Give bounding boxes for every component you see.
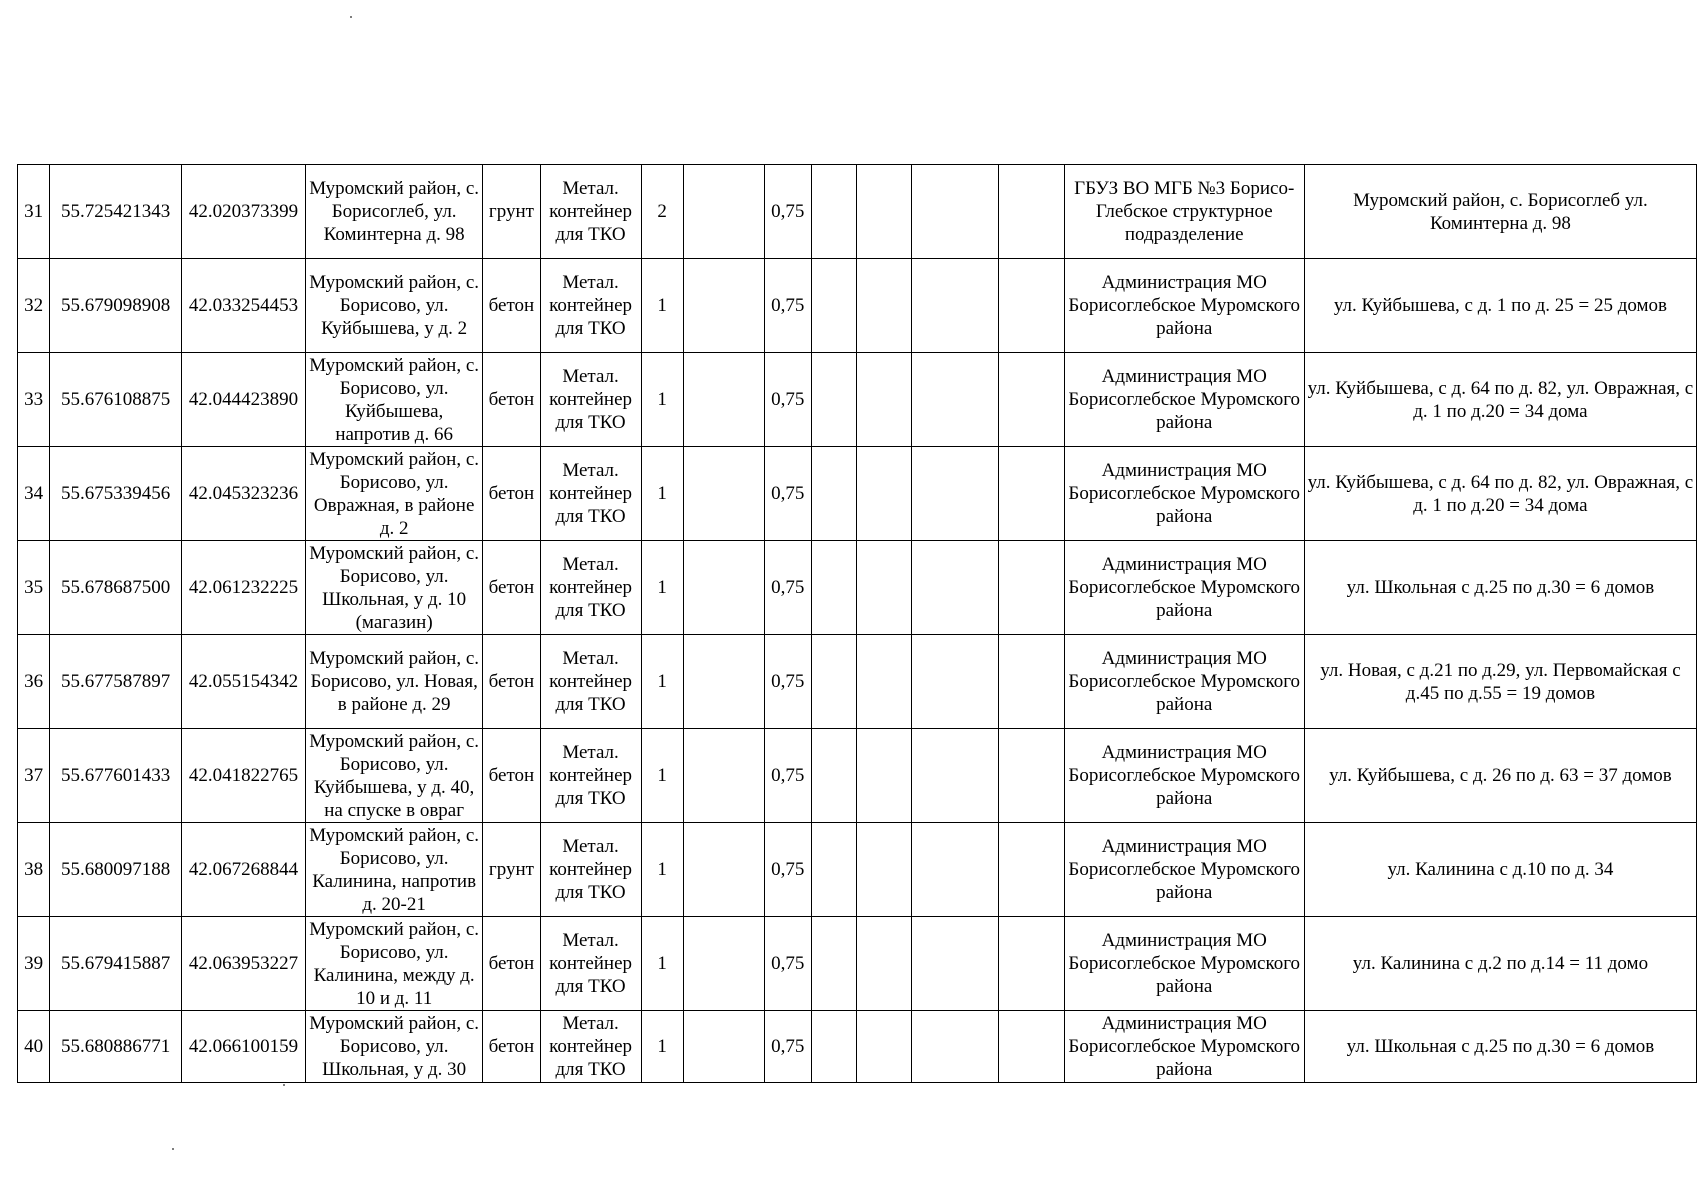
container-type-cell: Метал. контейнер для ТКО xyxy=(540,259,641,353)
empty-cell xyxy=(683,541,764,635)
table-row xyxy=(18,1011,1697,1083)
row-number-cell: 31 xyxy=(18,165,50,259)
latitude-cell: 55.680097188 xyxy=(50,823,182,917)
empty-cell xyxy=(857,541,912,635)
container-count-cell: 1 xyxy=(641,823,683,917)
owner-cell: Администрация МО Борисоглебское Муромского района xyxy=(1064,1011,1304,1083)
served-objects-cell: ул. Куйбышева, с д. 1 по д. 25 = 25 домов xyxy=(1304,259,1696,353)
empty-cell xyxy=(683,447,764,541)
table-row xyxy=(18,259,1697,353)
empty-cell xyxy=(811,729,856,823)
surface-type-cell: бетон xyxy=(483,729,540,823)
latitude-cell: 55.725421343 xyxy=(50,165,182,259)
container-count-cell: 1 xyxy=(641,541,683,635)
container-count-cell: 1 xyxy=(641,353,683,447)
empty-cell xyxy=(857,353,912,447)
container-type-cell: Метал. контейнер для ТКО xyxy=(540,917,641,1011)
owner-cell: Администрация МО Борисоглебское Муромского района xyxy=(1064,729,1304,823)
row-number-cell: 37 xyxy=(18,729,50,823)
scan-speck xyxy=(283,1084,285,1086)
empty-cell xyxy=(857,1011,912,1083)
scan-speck xyxy=(350,16,352,18)
row-number-cell: 40 xyxy=(18,1011,50,1083)
address-cell: Муромский район, с. Борисово, ул. Школьная, у д. 30 xyxy=(306,1011,483,1083)
table-row xyxy=(18,165,1697,259)
container-type-cell: Метал. контейнер для ТКО xyxy=(540,729,641,823)
container-volume-cell: 0,75 xyxy=(764,353,811,447)
served-objects-cell: ул. Калинина с д.10 по д. 34 xyxy=(1304,823,1696,917)
surface-type-cell: бетон xyxy=(483,635,540,729)
empty-cell xyxy=(911,259,998,353)
served-objects-cell: ул. Калинина с д.2 по д.14 = 11 домо xyxy=(1304,917,1696,1011)
empty-cell xyxy=(911,823,998,917)
owner-cell: ГБУЗ ВО МГБ №3 Борисо-Глебское структурное подразделение xyxy=(1064,165,1304,259)
table-row xyxy=(18,541,1697,635)
empty-cell xyxy=(998,447,1064,541)
empty-cell xyxy=(683,917,764,1011)
address-cell: Муромский район, с. Борисово, ул. Калинина, напротив д. 20-21 xyxy=(306,823,483,917)
container-count-cell: 2 xyxy=(641,165,683,259)
empty-cell xyxy=(911,165,998,259)
served-objects-cell: ул. Куйбышева, с д. 26 по д. 63 = 37 домов xyxy=(1304,729,1696,823)
empty-cell xyxy=(998,259,1064,353)
owner-cell: Администрация МО Борисоглебское Муромского района xyxy=(1064,635,1304,729)
served-objects-cell: ул. Школьная с д.25 по д.30 = 6 домов xyxy=(1304,1011,1696,1083)
empty-cell xyxy=(857,917,912,1011)
container-type-cell: Метал. контейнер для ТКО xyxy=(540,823,641,917)
container-volume-cell: 0,75 xyxy=(764,823,811,917)
served-objects-cell: ул. Школьная с д.25 по д.30 = 6 домов xyxy=(1304,541,1696,635)
empty-cell xyxy=(998,917,1064,1011)
table-row xyxy=(18,635,1697,729)
container-type-cell: Метал. контейнер для ТКО xyxy=(540,165,641,259)
latitude-cell: 55.680886771 xyxy=(50,1011,182,1083)
surface-type-cell: бетон xyxy=(483,259,540,353)
empty-cell xyxy=(683,259,764,353)
empty-cell xyxy=(857,259,912,353)
longitude-cell: 42.045323236 xyxy=(181,447,305,541)
empty-cell xyxy=(857,729,912,823)
served-objects-cell: ул. Новая, с д.21 по д.29, ул. Первомайская с д.45 по д.55 = 19 домов xyxy=(1304,635,1696,729)
address-cell: Муромский район, с. Борисово, ул. Овражная, в районе д. 2 xyxy=(306,447,483,541)
container-volume-cell: 0,75 xyxy=(764,541,811,635)
surface-type-cell: бетон xyxy=(483,353,540,447)
row-number-cell: 39 xyxy=(18,917,50,1011)
empty-cell xyxy=(811,635,856,729)
container-volume-cell: 0,75 xyxy=(764,635,811,729)
empty-cell xyxy=(857,635,912,729)
table-row xyxy=(18,353,1697,447)
empty-cell xyxy=(811,447,856,541)
address-cell: Муромский район, с. Борисово, ул. Новая, в районе д. 29 xyxy=(306,635,483,729)
owner-cell: Администрация МО Борисоглебское Муромского района xyxy=(1064,917,1304,1011)
container-volume-cell: 0,75 xyxy=(764,259,811,353)
waste-container-sites-table xyxy=(17,164,1697,1083)
owner-cell: Администрация МО Борисоглебское Муромского района xyxy=(1064,823,1304,917)
empty-cell xyxy=(811,353,856,447)
longitude-cell: 42.044423890 xyxy=(181,353,305,447)
table-row xyxy=(18,729,1697,823)
empty-cell xyxy=(998,165,1064,259)
empty-cell xyxy=(683,729,764,823)
address-cell: Муромский район, с. Борисово, ул. Куйбышева, напротив д. 66 xyxy=(306,353,483,447)
container-type-cell: Метал. контейнер для ТКО xyxy=(540,541,641,635)
container-volume-cell: 0,75 xyxy=(764,729,811,823)
longitude-cell: 42.067268844 xyxy=(181,823,305,917)
owner-cell: Администрация МО Борисоглебское Муромского района xyxy=(1064,353,1304,447)
latitude-cell: 55.678687500 xyxy=(50,541,182,635)
container-count-cell: 1 xyxy=(641,447,683,541)
empty-cell xyxy=(998,1011,1064,1083)
empty-cell xyxy=(811,917,856,1011)
longitude-cell: 42.055154342 xyxy=(181,635,305,729)
row-number-cell: 33 xyxy=(18,353,50,447)
address-cell: Муромский район, с. Борисово, ул. Куйбышева, у д. 40, на спуске в овраг xyxy=(306,729,483,823)
surface-type-cell: бетон xyxy=(483,541,540,635)
table-row xyxy=(18,917,1697,1011)
surface-type-cell: грунт xyxy=(483,823,540,917)
surface-type-cell: бетон xyxy=(483,917,540,1011)
address-cell: Муромский район, с. Борисово, ул. Школьная, у д. 10 (магазин) xyxy=(306,541,483,635)
row-number-cell: 32 xyxy=(18,259,50,353)
owner-cell: Администрация МО Борисоглебское Муромского района xyxy=(1064,259,1304,353)
empty-cell xyxy=(857,823,912,917)
served-objects-cell: Муромский район, с. Борисоглеб ул. Коминтерна д. 98 xyxy=(1304,165,1696,259)
container-type-cell: Метал. контейнер для ТКО xyxy=(540,353,641,447)
row-number-cell: 36 xyxy=(18,635,50,729)
container-volume-cell: 0,75 xyxy=(764,917,811,1011)
row-number-cell: 35 xyxy=(18,541,50,635)
empty-cell xyxy=(811,541,856,635)
container-volume-cell: 0,75 xyxy=(764,1011,811,1083)
longitude-cell: 42.061232225 xyxy=(181,541,305,635)
empty-cell xyxy=(911,1011,998,1083)
table-row xyxy=(18,447,1697,541)
served-objects-cell: ул. Куйбышева, с д. 64 по д. 82, ул. Овражная, с д. 1 по д.20 = 34 дома xyxy=(1304,447,1696,541)
row-number-cell: 34 xyxy=(18,447,50,541)
latitude-cell: 55.675339456 xyxy=(50,447,182,541)
row-number-cell: 38 xyxy=(18,823,50,917)
container-count-cell: 1 xyxy=(641,635,683,729)
empty-cell xyxy=(683,635,764,729)
table-body xyxy=(18,165,1697,1083)
latitude-cell: 55.679415887 xyxy=(50,917,182,1011)
longitude-cell: 42.041822765 xyxy=(181,729,305,823)
surface-type-cell: бетон xyxy=(483,1011,540,1083)
scan-speck xyxy=(172,1148,174,1150)
container-volume-cell: 0,75 xyxy=(764,447,811,541)
empty-cell xyxy=(911,353,998,447)
empty-cell xyxy=(857,447,912,541)
address-cell: Муромский район, с. Борисово, ул. Куйбышева, у д. 2 xyxy=(306,259,483,353)
longitude-cell: 42.033254453 xyxy=(181,259,305,353)
latitude-cell: 55.679098908 xyxy=(50,259,182,353)
empty-cell xyxy=(683,1011,764,1083)
empty-cell xyxy=(911,447,998,541)
empty-cell xyxy=(911,635,998,729)
surface-type-cell: грунт xyxy=(483,165,540,259)
empty-cell xyxy=(998,729,1064,823)
owner-cell: Администрация МО Борисоглебское Муромского района xyxy=(1064,447,1304,541)
latitude-cell: 55.677587897 xyxy=(50,635,182,729)
longitude-cell: 42.066100159 xyxy=(181,1011,305,1083)
empty-cell xyxy=(911,541,998,635)
empty-cell xyxy=(998,541,1064,635)
container-count-cell: 1 xyxy=(641,729,683,823)
surface-type-cell: бетон xyxy=(483,447,540,541)
empty-cell xyxy=(811,823,856,917)
container-count-cell: 1 xyxy=(641,259,683,353)
empty-cell xyxy=(683,353,764,447)
empty-cell xyxy=(683,823,764,917)
owner-cell: Администрация МО Борисоглебское Муромского района xyxy=(1064,541,1304,635)
empty-cell xyxy=(911,917,998,1011)
empty-cell xyxy=(811,1011,856,1083)
table-row xyxy=(18,823,1697,917)
empty-cell xyxy=(998,353,1064,447)
empty-cell xyxy=(811,259,856,353)
empty-cell xyxy=(911,729,998,823)
empty-cell xyxy=(811,165,856,259)
address-cell: Муромский район, с. Борисово, ул. Калинина, между д. 10 и д. 11 xyxy=(306,917,483,1011)
empty-cell xyxy=(683,165,764,259)
container-count-cell: 1 xyxy=(641,917,683,1011)
served-objects-cell: ул. Куйбышева, с д. 64 по д. 82, ул. Овражная, с д. 1 по д.20 = 34 дома xyxy=(1304,353,1696,447)
latitude-cell: 55.676108875 xyxy=(50,353,182,447)
container-count-cell: 1 xyxy=(641,1011,683,1083)
empty-cell xyxy=(857,165,912,259)
container-type-cell: Метал. контейнер для ТКО xyxy=(540,1011,641,1083)
longitude-cell: 42.063953227 xyxy=(181,917,305,1011)
empty-cell xyxy=(998,635,1064,729)
address-cell: Муромский район, с. Борисоглеб, ул. Коминтерна д. 98 xyxy=(306,165,483,259)
container-type-cell: Метал. контейнер для ТКО xyxy=(540,447,641,541)
latitude-cell: 55.677601433 xyxy=(50,729,182,823)
longitude-cell: 42.020373399 xyxy=(181,165,305,259)
container-volume-cell: 0,75 xyxy=(764,165,811,259)
container-type-cell: Метал. контейнер для ТКО xyxy=(540,635,641,729)
empty-cell xyxy=(998,823,1064,917)
